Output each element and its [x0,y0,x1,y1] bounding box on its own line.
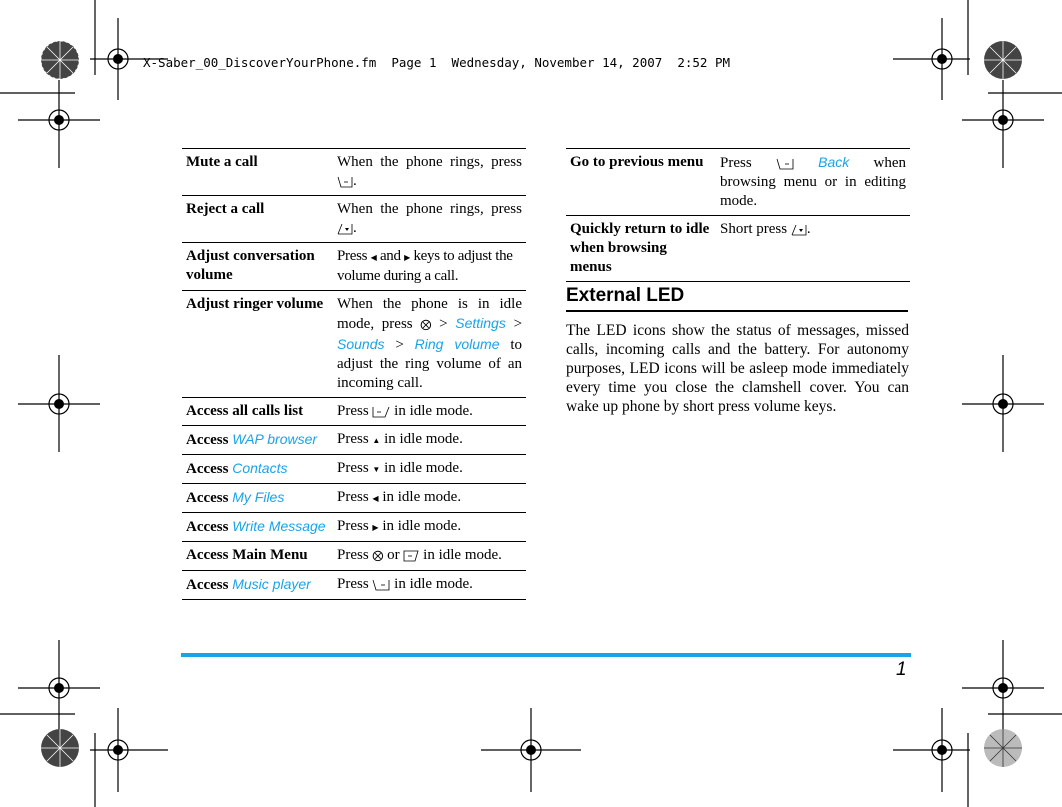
footer-rule [181,653,911,657]
row-label: Quickly return to idle when browsing menus [570,221,710,275]
hangup-key-icon [791,223,807,237]
hangup-key-icon [337,222,353,236]
row-description: Press ◀ and ▶ keys to adjust the volume during a call. [337,248,513,284]
row-label: Access Contacts [186,460,288,477]
table-row [182,542,526,571]
shortcuts-table-right [566,148,910,282]
right-softkey-icon [372,578,390,592]
row-description: Short press . [720,221,811,237]
row-label: Adjust conversation volume [186,248,315,283]
row-label: Access WAP browser [186,431,318,448]
table-row [182,455,526,484]
row-label: Go to previous menu [570,154,704,170]
right-key-icon: ▶ [404,253,411,262]
up-key-icon: ▲ [372,436,381,445]
section-body: The LED icons show the status of messages, missed calls, incoming calls and the battery. For autonomy purposes, LED icons will be asleep mode immediately every time you close the clamshell cover. You can wake up phone by short press volume keys. [566,322,909,415]
table-row [182,571,526,600]
back-key-icon [776,157,794,171]
left-key-icon: ◀ [372,494,379,503]
row-description: Press ⨂ or in idle mode. [337,547,502,563]
row-label: Access Write Message [186,518,326,535]
row-label: Access all calls list [186,403,304,419]
table-row [182,398,526,426]
shortcuts-table-left [182,148,526,600]
table-row [182,291,526,398]
table-row [182,196,526,243]
row-description: Press in idle mode. [337,576,473,592]
table-row [182,484,526,513]
row-label: Reject a call [186,201,265,217]
call-key-icon [372,405,390,419]
page-number: 1 [896,659,907,680]
left-key-icon: ◀ [370,253,377,262]
table-row [182,426,526,455]
row-description: Press ▲ in idle mode. [337,431,463,447]
row-description: When the phone rings, press . [337,154,522,189]
row-label: Access Main Menu [186,547,308,563]
row-description: When the phone is in idle mode, press ⨂ > Settings > Sounds > Ring volume to adjust the ring volume of an incoming call. [337,296,523,391]
row-description: Press in idle mode. [337,403,473,419]
row-description: When the phone rings, press . [337,201,522,236]
row-label: Access My Files [186,489,285,506]
right-key-icon: ▶ [372,523,379,532]
row-description: Press ▼ in idle mode. [337,460,463,476]
ok-key-icon: ⨂ [372,550,384,562]
table-row [182,243,526,291]
table-row [566,216,910,282]
row-description: Press ◀ in idle mode. [337,489,462,505]
table-row [566,149,910,216]
row-label: Access Music player [186,576,311,593]
row-description: Press ▶ in idle mode. [337,518,462,534]
ok-key-icon: ⨂ [420,319,432,331]
row-label: Adjust ringer volume [186,296,324,312]
table-row [182,513,526,542]
end-key-icon [337,175,353,189]
row-description: Press Back when browsing menu or in editing mode. [720,154,906,209]
down-key-icon: ▼ [372,465,381,474]
print-header: X-Saber_00_DiscoverYourPhone.fm Page 1 Wednesday, November 14, 2007 2:52 PM [143,55,730,70]
row-label: Mute a call [186,154,258,170]
left-softkey-icon [403,549,419,563]
table-row [182,149,526,196]
section-title: External LED [566,285,908,312]
